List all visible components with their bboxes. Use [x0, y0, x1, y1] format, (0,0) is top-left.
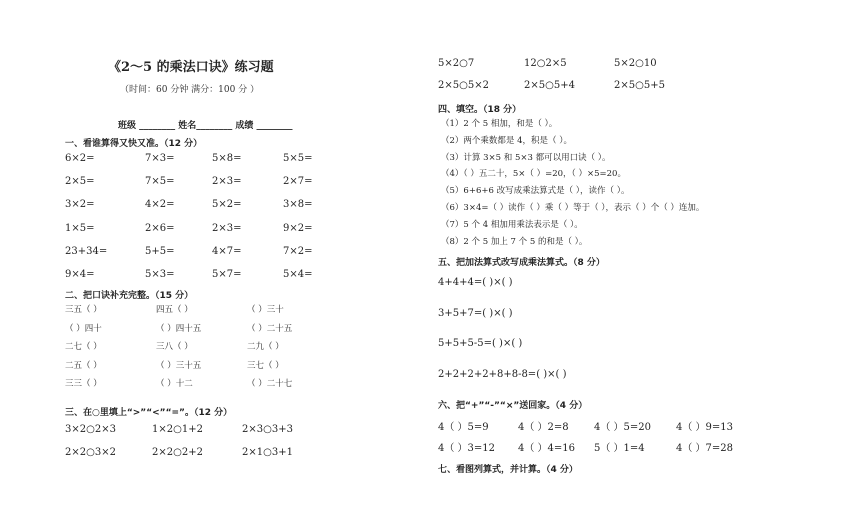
arithmetic-item: 1×5= [65, 222, 95, 234]
arithmetic-item: 2×5= [65, 176, 95, 188]
compare-item: 5×2○7 [438, 58, 475, 69]
arithmetic-item: 5×8= [212, 153, 242, 164]
rhyme-blank-item: （ ）二十五 [247, 323, 293, 334]
operator-item: 4（ ）5=20 [594, 422, 652, 433]
exam-subtitle: （时间：60 分钟 满分：100 分 ） [120, 85, 260, 95]
operator-item: 4（ ）4=16 [518, 443, 576, 454]
rewrite-item: 2+2+2+2+8+8-8=( )×( ) [438, 368, 567, 380]
compare-item: 2×5○5×2 [438, 80, 489, 91]
compare-item: 1×2○1+2 [152, 424, 203, 435]
rewrite-item: 5+5+5-5=( )×( ) [438, 338, 523, 349]
arithmetic-item: 5×3= [145, 269, 175, 280]
rewrite-item: 4+4+4=( )×( ) [438, 277, 513, 288]
arithmetic-item: 9×4= [65, 269, 95, 280]
operator-item: 4（ ）5=9 [438, 422, 489, 433]
fill-blank-item: （2）两个乘数都是 4，积是（ ）。 [441, 135, 572, 146]
fill-blank-item: （3）计算 3×5 和 5×3 都可以用口诀（ ）。 [441, 152, 611, 163]
rhyme-blank-item: （ ）三十 [247, 305, 284, 315]
arithmetic-item: 4×7= [212, 245, 242, 257]
fill-blank-item: （7）5 个 4 相加用乘法表示是（ ）。 [441, 219, 583, 230]
arithmetic-item: 3×2= [65, 199, 95, 211]
rhyme-blank-item: 三八（ ） [156, 342, 193, 352]
fill-blank-item: （4）（ ）五二十，5×（ ）=20，（ ）×5=20。 [441, 169, 626, 180]
compare-item: 2×3○3+3 [242, 424, 293, 435]
compare-item: 2×2○2+2 [152, 447, 203, 458]
compare-item: 2×2○3×2 [65, 447, 116, 458]
fill-blank-item: （1）2 个 5 相加，和是（ ）。 [441, 119, 558, 129]
arithmetic-item: 2×3= [212, 222, 242, 234]
arithmetic-item: 7×5= [145, 176, 175, 188]
rhyme-blank-item: 二七（ ） [65, 342, 102, 352]
operator-item: 5（ ）1=4 [594, 443, 645, 454]
arithmetic-item: 2×7= [283, 176, 313, 188]
rhyme-blank-item: 三七（ ） [247, 360, 284, 371]
section-2-heading: 二、把口诀补充完整。（15 分） [65, 291, 194, 301]
rhyme-blank-item: 三三（ ） [65, 379, 102, 389]
arithmetic-item: 5+5= [145, 245, 175, 257]
rhyme-blank-item: （ ）二十七 [247, 379, 293, 389]
operator-item: 4（ ）7=28 [676, 443, 734, 454]
arithmetic-item: 23+34= [65, 245, 108, 257]
arithmetic-item: 2×6= [145, 222, 175, 234]
rhyme-blank-item: （ ）四十五 [156, 323, 202, 334]
rhyme-blank-item: （ ）三十五 [156, 360, 202, 371]
arithmetic-item: 7×2= [283, 245, 313, 257]
section-5-heading: 五、把加法算式改写成乘法算式。（8 分） [438, 258, 605, 268]
arithmetic-item: 7×3= [145, 153, 175, 164]
arithmetic-item: 5×7= [212, 269, 242, 280]
section-4-heading: 四、填空。（18 分） [438, 105, 522, 115]
arithmetic-item: 5×4= [283, 269, 313, 280]
section-3-heading: 三、在○里填上“>”“<”“=”。（12 分） [65, 408, 233, 418]
compare-item: 2×1○3+1 [242, 447, 293, 458]
rewrite-item: 3+5+7=( )×( ) [438, 307, 513, 319]
arithmetic-item: 2×3= [212, 176, 242, 188]
operator-item: 4（ ）3=12 [438, 443, 496, 454]
operator-item: 4（ ）2=8 [518, 422, 569, 433]
arithmetic-item: 3×8= [283, 199, 313, 211]
fill-blank-item: （5）6+6+6 改写成乘法算式是（ ），读作（ ）。 [441, 186, 630, 197]
operator-item: 4（ ）9=13 [676, 422, 734, 433]
section-6-heading: 六、把“+”“-”“×”送回家。（4 分） [438, 401, 588, 411]
compare-item: 5×2○10 [614, 58, 657, 69]
arithmetic-item: 5×5= [283, 153, 313, 164]
arithmetic-item: 6×2= [65, 153, 95, 164]
fill-blank-item: （6）3×4=（ ）读作（ ）乘（ ）等于（ ），表示（ ）个（ ）连加。 [441, 203, 705, 213]
section-7-heading: 七、看图列算式，并计算。（4 分） [438, 465, 578, 475]
arithmetic-item: 9×2= [283, 222, 313, 234]
compare-item: 3×2○2×3 [65, 424, 116, 435]
fill-blank-item: （8）2 个 5 加上 7 个 5 的和是（ ）。 [441, 236, 588, 247]
compare-item: 2×5○5+4 [524, 80, 575, 91]
rhyme-blank-item: 四五（ ） [156, 305, 193, 315]
rhyme-blank-item: 二九（ ） [247, 342, 284, 352]
rhyme-blank-item: （ ）十二 [156, 379, 193, 389]
rhyme-blank-item: 三五（ ） [65, 305, 102, 315]
rhyme-blank-item: （ ）四十 [65, 323, 102, 334]
arithmetic-item: 5×2= [212, 199, 242, 211]
arithmetic-item: 4×2= [145, 199, 175, 211]
compare-item: 2×5○5+5 [614, 80, 665, 91]
page-title: 《2～5 的乘法口诀》练习题 [108, 60, 274, 75]
compare-item: 12○2×5 [524, 58, 567, 69]
student-info-line: 班级 ________ 姓名________ 成绩 ________ [118, 121, 293, 131]
section-1-heading: 一、看谁算得又快又准。（12 分） [65, 139, 203, 149]
rhyme-blank-item: 二五（ ） [65, 360, 102, 371]
